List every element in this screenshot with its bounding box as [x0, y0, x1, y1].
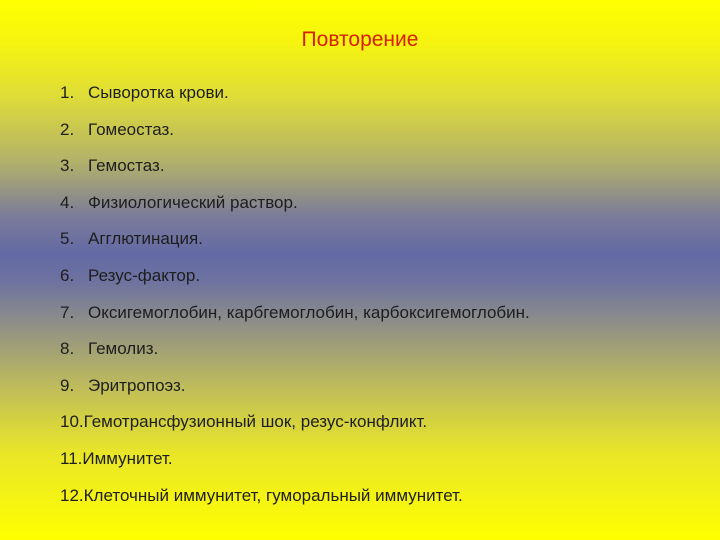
list-item-text: Сыворотка крови. — [88, 83, 229, 102]
slide-title: Повторение — [301, 28, 419, 51]
list-item-number: 7. — [60, 302, 75, 322]
list-item-text: Резус-фактор. — [88, 265, 201, 285]
list-item-number: 9. — [60, 375, 75, 395]
list-item — [60, 447, 530, 484]
list-item-text: Клеточный иммунитет, гуморальный иммунитет. — [83, 485, 463, 505]
topic-list — [60, 81, 530, 520]
list-item-text: Агглютинация. — [88, 229, 203, 249]
list-item — [60, 191, 530, 228]
list-item — [60, 301, 530, 338]
list-item-text: Физиологический раствор. — [88, 192, 298, 212]
list-item-number: 10. — [60, 412, 84, 432]
list-item-text: Гемотрансфузионный шок, резус-конфликт. — [83, 412, 428, 432]
list-item-number: 3. — [60, 156, 75, 176]
list-item-number: 5. — [60, 229, 75, 249]
list-item — [60, 81, 530, 118]
list-item-number: 12. — [60, 485, 84, 505]
list-item-number: 1. — [60, 83, 75, 102]
list-item — [60, 118, 530, 155]
list-item-number: 6. — [60, 265, 75, 285]
list-item — [60, 227, 530, 264]
list-item-number: 4. — [60, 192, 75, 212]
list-item — [60, 484, 530, 521]
list-item-text: Гемолиз. — [88, 339, 159, 359]
list-item — [60, 410, 530, 447]
list-item-number: 2. — [60, 119, 75, 139]
list-item — [60, 374, 530, 411]
list-item — [60, 264, 530, 301]
list-item — [60, 154, 530, 191]
list-item-text: Иммунитет. — [82, 448, 173, 468]
list-item-number: 8. — [60, 339, 75, 359]
list-item-text: Оксигемоглобин, карбгемоглобин, карбоксигемоглобин. — [88, 302, 530, 322]
list-item-text: Гомеостаз. — [88, 119, 174, 139]
list-item-text: Эритропоэз. — [88, 375, 186, 395]
list-item-text: Гемостаз. — [88, 156, 165, 176]
list-item — [60, 337, 530, 374]
list-item-number: 11. — [60, 448, 83, 468]
